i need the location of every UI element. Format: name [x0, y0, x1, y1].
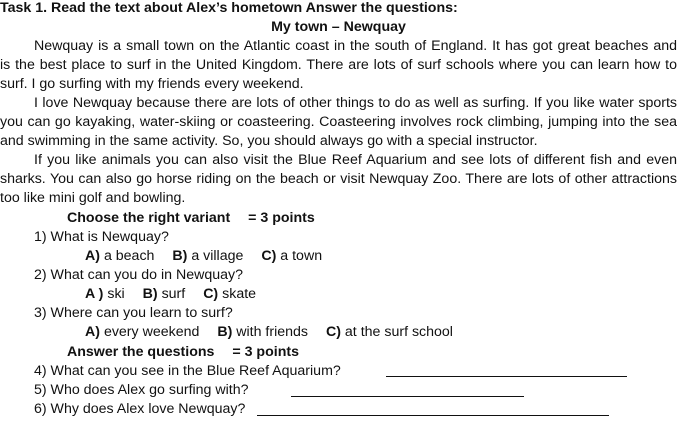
part2-points: = 3 points	[232, 344, 299, 360]
passage-line: is the best place to surf in the United Kingdom. There are lots of surf schools where you can learn how to	[0, 57, 677, 73]
question-4: 4) What can you see in the Blue Reef Aquarium?	[34, 363, 341, 379]
option-text: surf	[161, 286, 186, 302]
passage-line: Newquay is a small town on the Atlantic coast in the south of England. It has got great beaches and	[34, 38, 677, 54]
question-6: 6) Why does Alex love Newquay?	[34, 401, 246, 417]
passage-line: surf. I go surfing with my friends every weekend.	[0, 76, 304, 92]
option-c[interactable]	[203, 285, 256, 304]
option-letter: B)	[217, 324, 233, 340]
question-2-options	[85, 285, 256, 304]
option-text: with friends	[236, 324, 309, 340]
passage-line: I love Newquay because there are lots of other things to do as well as surfing. If you like water sports	[34, 95, 677, 111]
option-letter: A)	[85, 248, 100, 264]
option-a[interactable]	[85, 323, 199, 342]
option-text: ski	[107, 286, 125, 302]
option-c[interactable]	[261, 247, 322, 266]
option-text: a village	[191, 248, 244, 264]
option-text: a beach	[103, 248, 155, 264]
part1-heading-text: Choose the right variant	[67, 210, 231, 226]
task-title: Task 1. Read the text about Alex’s hometown Answer the questions:	[0, 0, 458, 16]
question-1: 1) What is Newquay?	[34, 229, 169, 245]
part1-points: = 3 points	[248, 210, 315, 226]
option-text: skate	[222, 286, 257, 302]
passage-line: and swimming in the same activity. So, you should always go with a special instructor.	[0, 133, 538, 149]
option-letter: B)	[172, 248, 188, 264]
question-3: 3) Where can you learn to surf?	[34, 305, 233, 321]
answer-line-6[interactable]	[257, 415, 609, 416]
option-a[interactable]	[85, 285, 125, 304]
answer-line-4[interactable]	[386, 376, 627, 377]
question-1-options	[85, 247, 322, 266]
passage-heading: My town – Newquay	[271, 19, 406, 35]
option-text: at the surf school	[344, 324, 453, 340]
option-text: every weekend	[103, 324, 200, 340]
passage-line: you can go kayaking, water-skiing or coasteering. Coasteering involves rock climbing, jumping into the sea	[0, 114, 677, 130]
option-a[interactable]	[85, 247, 154, 266]
option-text: a town	[280, 248, 323, 264]
passage-line: If you like animals you can also visit the Blue Reef Aquarium and see lots of different fish and even	[34, 152, 677, 168]
part2-heading	[67, 343, 299, 362]
question-3-options	[85, 323, 453, 342]
option-c[interactable]	[326, 323, 453, 342]
option-b[interactable]	[172, 247, 243, 266]
option-letter: B)	[142, 286, 158, 302]
option-letter: A)	[85, 324, 100, 340]
passage-line: sharks. You can also go horse riding on the beach or visit Newquay Zoo. There are lots of other attractions	[0, 171, 677, 187]
option-letter: A )	[85, 286, 104, 302]
answer-line-5[interactable]	[291, 396, 524, 397]
question-5: 5) Who does Alex go surfing with?	[34, 382, 249, 398]
option-b[interactable]	[143, 285, 186, 304]
option-letter: C)	[325, 324, 341, 340]
passage-line: too like mini golf and bowling.	[0, 190, 186, 206]
part2-heading-text: Answer the questions	[67, 344, 215, 360]
option-b[interactable]	[217, 323, 308, 342]
part1-heading	[67, 209, 315, 228]
option-letter: C)	[203, 286, 219, 302]
option-letter: C)	[261, 248, 277, 264]
question-2: 2) What can you do in Newquay?	[34, 267, 243, 283]
